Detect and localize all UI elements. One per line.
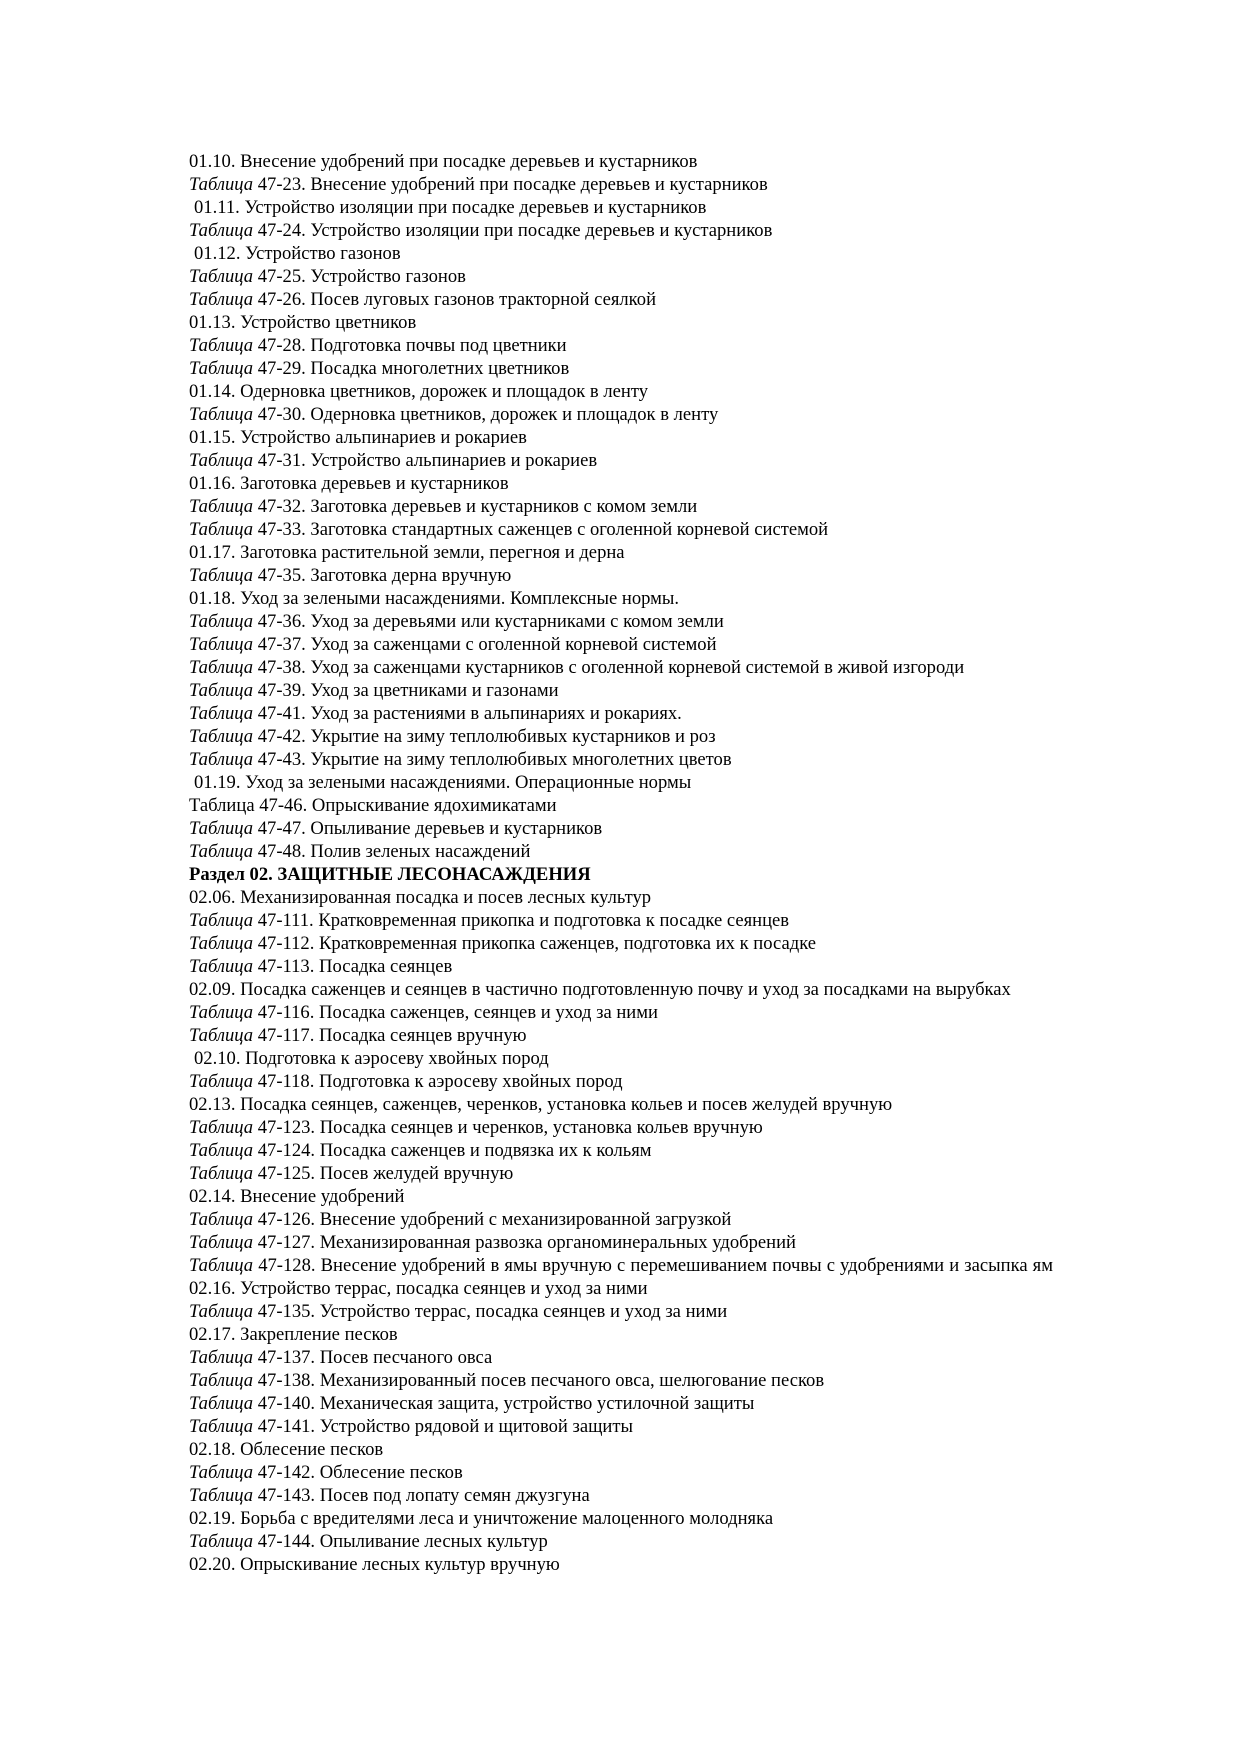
table-entry [189,403,1053,426]
table-entry [189,817,1053,840]
table-prefix: Таблица [189,1163,254,1184]
table-entry [189,725,1053,748]
table-prefix: Таблица [189,818,254,839]
table-entry [189,1369,1053,1392]
table-title: 47-35. Заготовка дерна вручную [253,565,512,586]
subsection-entry: 02.20. Опрыскивание лесных культур вручную [189,1554,560,1575]
table-entry [189,1162,1053,1185]
table-title: 47-33. Заготовка стандартных саженцев с оголенной корневой системой [253,519,829,540]
table-prefix: Таблица [189,1071,254,1092]
table-entry [189,748,1053,771]
table-title: 47-144. Опыливание лесных культур [253,1531,548,1552]
subsection-entry: 02.19. Борьба с вредителями леса и уничтожение малоценного молодняка [189,1508,774,1529]
table-entry [189,1116,1053,1139]
table-prefix: Таблица [189,703,254,724]
subsection-entry: 02.18. Облесение песков [189,1439,384,1460]
table-title: 47-142. Облесение песков [253,1462,463,1483]
table-entry [189,1300,1053,1323]
table-title: 47-30. Одерновка цветников, дорожек и площадок в ленту [253,404,719,425]
table-title: 47-125. Посев желудей вручную [253,1163,514,1184]
table-entry [189,288,1053,311]
table-entry [189,1484,1053,1507]
table-prefix: Таблица [189,565,254,586]
table-title: 47-28. Подготовка почвы под цветники [253,335,567,356]
table-prefix: Таблица [189,956,254,977]
table-entry [189,633,1053,656]
table-prefix: Таблица [189,657,254,678]
table-title: 47-36. Уход за деревьями или кустарниками с комом земли [253,611,724,632]
table-entry [189,265,1053,288]
table-entry [189,1231,1053,1254]
table-entry [189,173,1053,196]
subsection-entry: 02.13. Посадка сеянцев, саженцев, черенков, установка кольев и посев желудей вручную [189,1094,893,1115]
subsection-entry: 02.17. Закрепление песков [189,1324,398,1345]
subsection-entry: 01.12. Устройство газонов [194,243,401,264]
table-prefix: Таблица [189,1209,254,1230]
table-prefix: Таблица [189,933,254,954]
table-entry [189,702,1053,725]
table-title: 47-127. Механизированная развозка органоминеральных удобрений [253,1232,796,1253]
table-prefix: Таблица [189,335,254,356]
subsection-entry: 01.13. Устройство цветников [189,312,417,333]
table-prefix: Таблица [189,174,254,195]
subsection-entry: 01.17. Заготовка растительной земли, перегноя и дерна [189,542,625,563]
table-entry [189,1001,1053,1024]
subsection-entry: Таблица 47-46. Опрыскивание ядохимикатами [189,795,557,816]
table-title: 47-43. Укрытие на зиму теплолюбивых многолетних цветов [253,749,732,770]
table-title: 47-48. Полив зеленых насаждений [253,841,531,862]
table-prefix: Таблица [189,1232,254,1253]
subsection-entry: 01.16. Заготовка деревьев и кустарников [189,473,509,494]
table-prefix: Таблица [189,680,254,701]
table-prefix: Таблица [189,611,254,632]
table-title: 47-41. Уход за растениями в альпинариях и рокариях. [253,703,682,724]
table-prefix: Таблица [189,1301,254,1322]
table-entry [189,449,1053,472]
table-title: 47-47. Опыливание деревьев и кустарников [253,818,603,839]
table-entry [189,1024,1053,1047]
table-prefix: Таблица [189,634,254,655]
table-title: 47-42. Укрытие на зиму теплолюбивых кустарников и роз [253,726,716,747]
table-prefix: Таблица [189,266,254,287]
subsection-entry: 01.18. Уход за зелеными насаждениями. Комплексные нормы. [189,588,680,609]
table-prefix: Таблица [189,1140,254,1161]
table-prefix: Таблица [189,1485,254,1506]
table-title: 47-137. Посев песчаного овса [253,1347,493,1368]
document-page [189,150,1053,1576]
table-prefix: Таблица [189,289,254,310]
table-entry [189,1208,1053,1231]
table-entry [189,1392,1053,1415]
table-prefix: Таблица [189,1255,254,1276]
table-title: 47-26. Посев луговых газонов тракторной сеялкой [253,289,657,310]
table-prefix: Таблица [189,496,254,517]
subsection-entry: 02.06. Механизированная посадка и посев лесных культур [189,887,652,908]
subsection-entry: 01.11. Устройство изоляции при посадке деревьев и кустарников [194,197,707,218]
table-title: 47-140. Механическая защита, устройство устилочной защиты [253,1393,755,1414]
table-prefix: Таблица [189,1117,254,1138]
table-prefix: Таблица [189,1531,254,1552]
table-title: 47-113. Посадка сеянцев [253,956,453,977]
table-title: 47-124. Посадка саженцев и подвязка их к кольям [253,1140,652,1161]
subsection-entry: 01.19. Уход за зелеными насаждениями. Операционные нормы [194,772,692,793]
table-title: 47-143. Посев под лопату семян джузгуна [253,1485,590,1506]
table-entry [189,1139,1053,1162]
table-entry [189,1254,1053,1300]
table-entry [189,334,1053,357]
table-prefix: Таблица [189,450,254,471]
table-title: 47-25. Устройство газонов [253,266,466,287]
table-title: 47-123. Посадка сеянцев и черенков, установка кольев вручную [253,1117,763,1138]
table-title: 47-29. Посадка многолетних цветников [253,358,570,379]
table-title: 47-141. Устройство рядовой и щитовой защиты [253,1416,634,1437]
table-prefix: Таблица [189,1462,254,1483]
table-entry [189,1346,1053,1369]
subsection-entry: 02.10. Подготовка к аэросеву хвойных пород [194,1048,549,1069]
table-prefix: Таблица [189,220,254,241]
table-prefix: Таблица [189,1025,254,1046]
table-entry [189,909,1053,932]
table-title: 47-32. Заготовка деревьев и кустарников с комом земли [253,496,698,517]
subsection-entry: 02.09. Посадка саженцев и сеянцев в частично подготовленную почву и уход за посадками на вырубках [189,979,1011,1000]
table-title: 47-23. Внесение удобрений при посадке деревьев и кустарников [253,174,768,195]
table-prefix: Таблица [189,910,254,931]
table-entry [189,219,1053,242]
table-entry [189,564,1053,587]
table-title: 47-37. Уход за саженцами с оголенной корневой системой [253,634,717,655]
table-entry [189,1415,1053,1438]
table-entry [189,840,1053,863]
table-prefix: Таблица [189,1347,254,1368]
table-title: 47-116. Посадка саженцев, сеянцев и уход за ними [253,1002,658,1023]
table-prefix: Таблица [189,1393,254,1414]
table-entry [189,679,1053,702]
table-prefix: Таблица [189,519,254,540]
section-heading: Раздел 02. ЗАЩИТНЫЕ ЛЕСОНАСАЖДЕНИЯ [189,864,591,885]
table-title: 47-112. Кратковременная прикопка саженцев, подготовка их к посадке [253,933,817,954]
table-entry [189,955,1053,978]
table-prefix: Таблица [189,1370,254,1391]
table-title: 47-138. Механизированный посев песчаного овса, шелюгование песков [253,1370,825,1391]
table-title: 47-31. Устройство альпинариев и рокариев [253,450,598,471]
table-title: 47-24. Устройство изоляции при посадке деревьев и кустарников [253,220,773,241]
subsection-entry: 01.10. Внесение удобрений при посадке деревьев и кустарников [189,151,698,172]
table-entry [189,357,1053,380]
table-prefix: Таблица [189,749,254,770]
table-prefix: Таблица [189,841,254,862]
table-title: 47-117. Посадка сеянцев вручную [253,1025,527,1046]
table-prefix: Таблица [189,726,254,747]
table-title: 47-38. Уход за саженцами кустарников с оголенной корневой системой в живой изгороди [253,657,965,678]
table-title: 47-128. Внесение удобрений в ямы вручную с перемешиванием почвы с удобрениями и засыпка ям 02.16. Устройство террас, посадка сеянцев и уход за ними [189,1255,1053,1299]
table-prefix: Таблица [189,1416,254,1437]
table-entry [189,932,1053,955]
table-entry [189,518,1053,541]
table-entry [189,1461,1053,1484]
table-prefix: Таблица [189,358,254,379]
table-title: 47-126. Внесение удобрений с механизированной загрузкой [253,1209,732,1230]
table-title: 47-118. Подготовка к аэросеву хвойных пород [253,1071,623,1092]
table-title: 47-39. Уход за цветниками и газонами [253,680,559,701]
table-entry [189,1530,1053,1553]
table-entry [189,656,1053,679]
subsection-entry: 01.15. Устройство альпинариев и рокариев [189,427,527,448]
subsection-entry: 02.14. Внесение удобрений [189,1186,405,1207]
table-prefix: Таблица [189,404,254,425]
table-entry [189,610,1053,633]
table-entry [189,495,1053,518]
table-title: 47-111. Кратковременная прикопка и подготовка к посадке сеянцев [253,910,790,931]
table-entry [189,1070,1053,1093]
table-title: 47-135. Устройство террас, посадка сеянцев и уход за ними [253,1301,728,1322]
subsection-entry: 01.14. Одерновка цветников, дорожек и площадок в ленту [189,381,649,402]
table-prefix: Таблица [189,1002,254,1023]
